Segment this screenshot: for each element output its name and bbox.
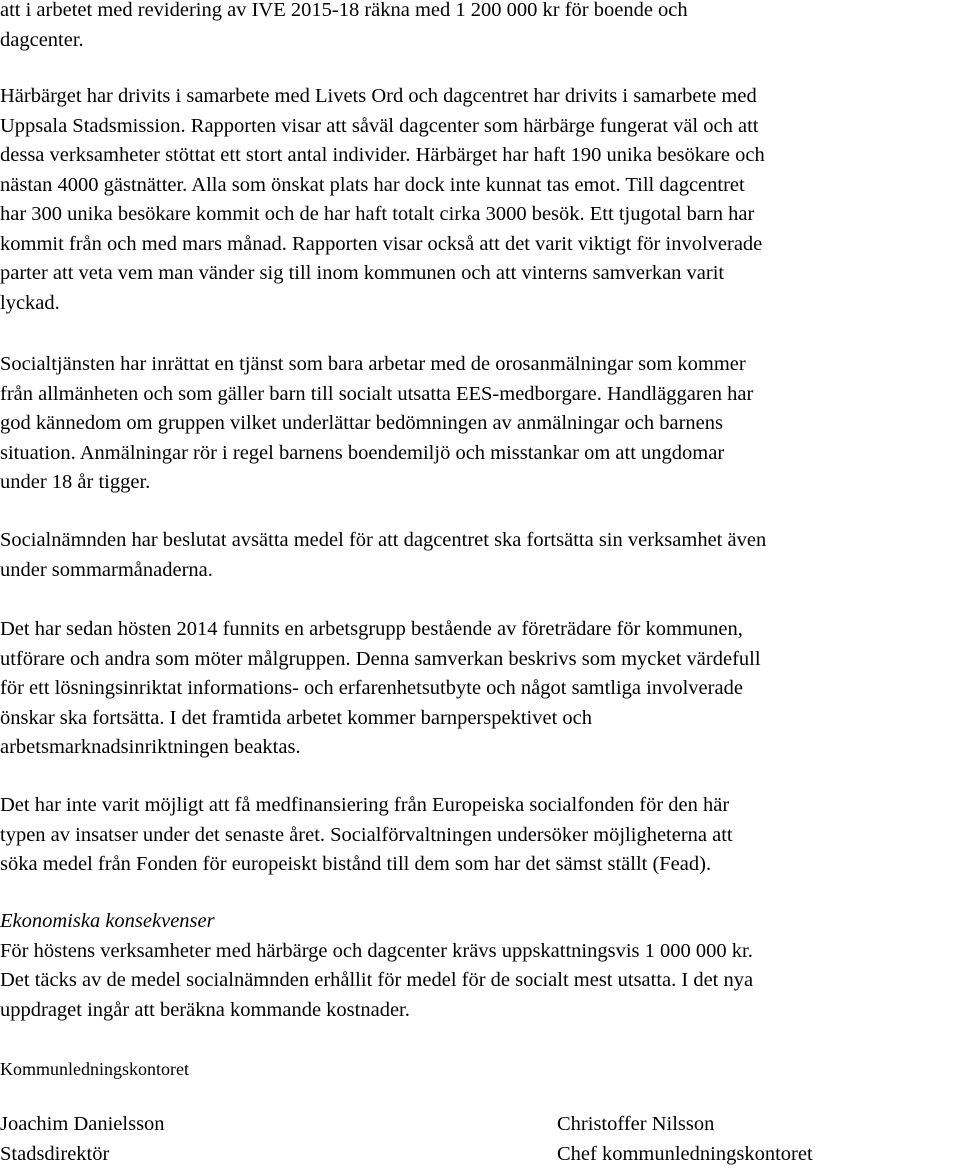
text-line: arbetsmarknadsinriktningen beaktas. — [0, 736, 301, 758]
text-line: för ett lösningsinriktat informations- och erfarenhetsutbyte och något samtliga involverade — [0, 677, 743, 699]
text-line: Det täcks av de medel socialnämnden erhållit för medel för de socialt mest utsatta. I det nya — [0, 969, 754, 991]
office-label: Kommunledningskontoret — [0, 1059, 189, 1079]
text-line: under 18 år tigger. — [0, 471, 151, 493]
text-line: lyckad. — [0, 291, 60, 314]
text-line: söka medel från Fonden för europeiskt bistånd till dem som har det sämst ställt (Fead). — [0, 853, 712, 875]
economics-heading: Ekonomiska konsekvenser — [0, 910, 215, 932]
text-line: typen av insatser under det senaste året. Socialförvaltningen undersöker möjligheterna att — [0, 823, 733, 846]
signer-title: Stadsdirektör — [0, 1142, 110, 1165]
text-line: Socialtjänsten har inrättat en tjänst som bara arbetar med de orosanmälningar som kommer — [0, 353, 746, 375]
text-line: parter att veta vem man vänder sig till inom kommunen och att vinterns samverkan varit — [0, 262, 725, 284]
text-line: under sommarmånaderna. — [0, 558, 213, 581]
text-line: Socialnämnden har beslutat avsätta medel för att dagcentret ska fortsätta sin verksamhet även — [0, 529, 767, 551]
text-line: har 300 unika besökare kommit och de har haft totalt cirka 3000 besök. Ett tjugotal barn har — [0, 203, 755, 225]
text-line: önskar ska fortsätta. I det framtida arbetet kommer barnperspektivet och — [0, 706, 592, 729]
text-line: dessa verksamheter stöttat ett stort antal individer. Härbärget har haft 190 unika besökare och — [0, 144, 765, 166]
text-line: situation. Anmälningar rör i regel barnens boendemiljö och misstankar om att ungdomar — [0, 441, 725, 464]
text-line: från allmänheten och som gäller barn till socialt utsatta EES-medborgare. Handläggaren har — [0, 382, 754, 405]
signature-left — [0, 1110, 165, 1169]
signature-right — [557, 1110, 813, 1169]
text-line: nästan 4000 gästnätter. Alla som önskat plats har dock inte kunnat tas emot. Till dagcentret — [0, 173, 745, 196]
text-line: Härbärget har drivits i samarbete med Livets Ord och dagcentret har drivits i samarbete med — [0, 85, 757, 107]
signer-name: Joachim Danielsson — [0, 1113, 165, 1135]
paragraph-2 — [0, 82, 960, 318]
text-line: uppdraget ingår att beräkna kommande kostnader. — [0, 998, 410, 1021]
paragraph-1 — [0, 0, 960, 55]
economics-section — [0, 907, 960, 1025]
paragraph-6 — [0, 791, 960, 880]
text-line: god kännedom om gruppen vilket underlättar bedömningen av anmälningar och barnens — [0, 412, 723, 434]
text-line: dagcenter. — [0, 28, 84, 51]
text-line: För höstens verksamheter med härbärge och dagcenter krävs uppskattningsvis 1 000 000 kr. — [0, 939, 753, 962]
office-name — [0, 1057, 960, 1081]
signer-name: Christoffer Nilsson — [557, 1113, 715, 1135]
signer-title: Chef kommunledningskontoret — [557, 1142, 813, 1165]
paragraph-3 — [0, 350, 960, 498]
text-line: Uppsala Stadsmission. Rapporten visar att såväl dagcenter som härbärge fungerat väl och att — [0, 114, 759, 137]
paragraph-5 — [0, 615, 960, 763]
text-line: Det har inte varit möjligt att få medfinansiering från Europeiska socialfonden för den här — [0, 794, 730, 816]
paragraph-4 — [0, 526, 960, 585]
text-line: kommit från och med mars månad. Rapporten visar också att det varit viktigt för involverade — [0, 232, 763, 255]
text-line: Det har sedan hösten 2014 funnits en arbetsgrupp bestående av företrädare för kommunen, — [0, 618, 743, 640]
text-line: utförare och andra som möter målgruppen. Denna samverkan beskrivs som mycket värdefull — [0, 647, 761, 670]
text-line: att i arbetet med revidering av IVE 2015-18 räkna med 1 200 000 kr för boende och — [0, 0, 688, 21]
